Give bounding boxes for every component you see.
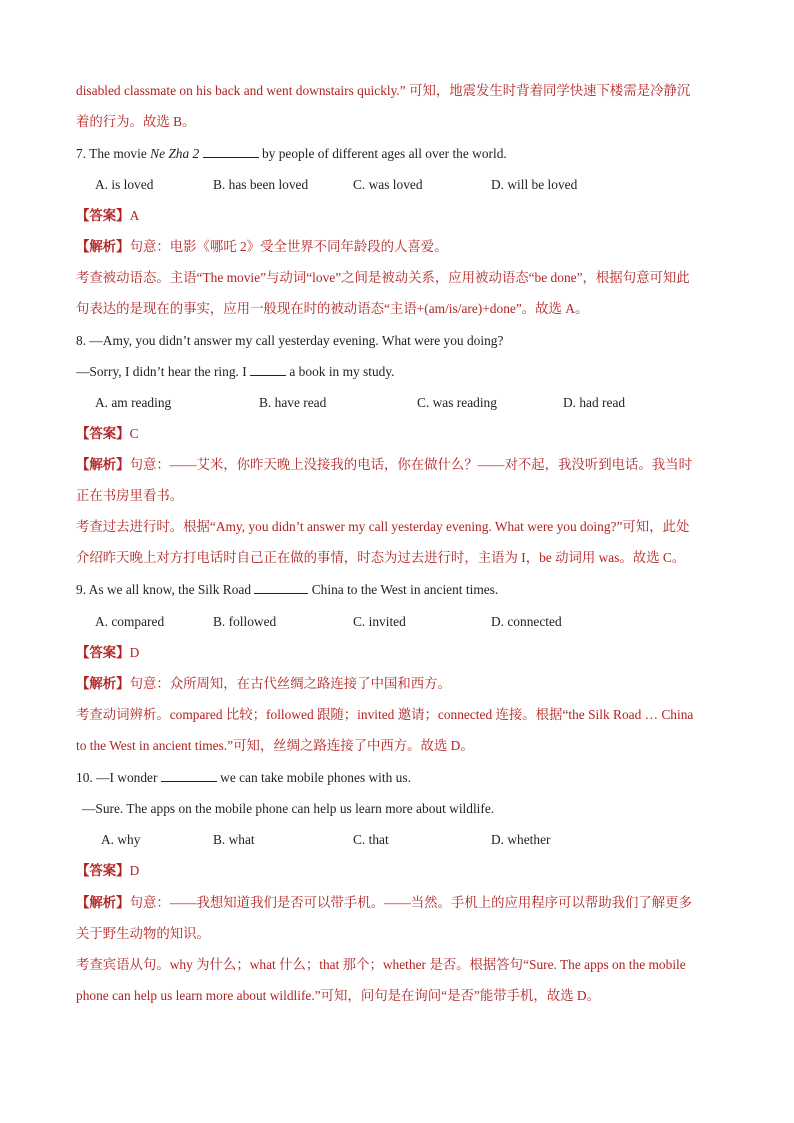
- q8-answer-value: C: [129, 426, 139, 441]
- q10-analysis-4: phone can help us learn more about wildlife.”可知，问句是在询问“是否”能带手机，故选 D。: [76, 988, 600, 1003]
- q7-option-d: D. will be loved: [491, 177, 578, 192]
- q10-answer: 【答案】D: [76, 863, 140, 878]
- q8-option-a: A. am reading: [95, 395, 172, 410]
- q9-blank: [254, 581, 308, 594]
- q8-blank: [250, 363, 286, 376]
- q7-analysis-2: 考查被动语态。主语“The movie”与动词“love”之间是被动关系，应用被动语态“be done”，根据句意可知此: [76, 270, 690, 285]
- q8-analysis-2: 正在书房里看书。: [76, 488, 184, 503]
- q9-analysis-2: 考查动词辨析。compared 比较；followed 跟随；invited 邀请；connected 连接。根据“the Silk Road … China: [76, 707, 694, 722]
- q8-analysis-4: 介绍昨天晚上对方打电话时自己正在做的事情，时态为过去进行时，主语为 I，be 动词用 was。故选 C。: [76, 550, 686, 565]
- prev-analysis-line-2: 着的行为。故选 B。: [76, 114, 196, 129]
- q8-option-d: D. had read: [563, 395, 626, 410]
- q10-stem-1: 10. —I wonder we can take mobile phones with us.: [76, 770, 411, 785]
- q9-analysis-3: to the West in ancient times.”可知，丝绸之路连接了中西方。故选 D。: [76, 738, 474, 753]
- q10-analysis-3: 考查宾语从句。why 为什么；what 什么；that 那个；whether 是否。根据答句“Sure. The apps on the mobile: [76, 957, 686, 972]
- q7-answer-value: A: [129, 208, 140, 223]
- q7-stem: 7. The movie Ne Zha 2 by people of different ages all over the world.: [76, 146, 507, 161]
- q7-movie-title: Ne Zha 2: [150, 146, 200, 161]
- q8-option-b: B. have read: [259, 395, 327, 410]
- q9-option-d: D. connected: [491, 614, 562, 629]
- q8-stem-1: 8. —Amy, you didn’t answer my call yesterday evening. What were you doing?: [76, 333, 504, 348]
- q10-stem-2: —Sure. The apps on the mobile phone can help us learn more about wildlife.: [82, 801, 495, 816]
- q7-option-a: A. is loved: [95, 177, 154, 192]
- q7-answer: 【答案】A: [76, 208, 140, 223]
- q8-analysis-3: 考查过去进行时。根据“Amy, you didn’t answer my call yesterday evening. What were you doing?”可知，此处: [76, 519, 690, 534]
- q9-answer: 【答案】D: [76, 645, 140, 660]
- q10-option-a: A. why: [101, 832, 141, 847]
- q9-option-b: B. followed: [213, 614, 277, 629]
- q8-option-c: C. was reading: [417, 395, 497, 410]
- q10-analysis-2: 关于野生动物的知识。: [76, 926, 210, 941]
- q10-analysis-1: 【解析】句意：——我想知道我们是否可以带手机。——当然。手机上的应用程序可以帮助我们了解更多: [76, 895, 692, 910]
- q10-option-b: B. what: [213, 832, 255, 847]
- q10-option-d: D. whether: [491, 832, 551, 847]
- q10-answer-value: D: [129, 863, 140, 878]
- q7-analysis-1: 【解析】句意：电影《哪吒 2》受全世界不同年龄段的人喜爱。: [76, 239, 448, 254]
- q7-option-c: C. was loved: [353, 177, 423, 192]
- q7-option-b: B. has been loved: [213, 177, 309, 192]
- q8-analysis-1: 【解析】句意：——艾米，你昨天晚上没接我的电话，你在做什么？——对不起，我没听到电话。我当时: [76, 457, 692, 472]
- q8-answer: 【答案】C: [76, 426, 139, 441]
- q9-analysis-1: 【解析】句意：众所周知，在古代丝绸之路连接了中国和西方。: [76, 676, 451, 691]
- q7-blank: [203, 145, 259, 158]
- q10-blank: [161, 769, 217, 782]
- q7-analysis-3: 句表达的是现在的事实，应用一般现在时的被动语态“主语+(am/is/are)+done”。故选 A。: [76, 301, 589, 316]
- q8-stem-2: —Sorry, I didn’t hear the ring. I a book in my study.: [76, 364, 395, 379]
- q9-answer-value: D: [129, 645, 140, 660]
- q9-stem: 9. As we all know, the Silk Road China to the West in ancient times.: [76, 582, 499, 597]
- prev-analysis-line-1: disabled classmate on his back and went downstairs quickly.” 可知，地震发生时背着同学快速下楼需是冷静沉: [76, 83, 691, 98]
- q9-option-c: C. invited: [353, 614, 406, 629]
- q10-option-c: C. that: [353, 832, 389, 847]
- q9-option-a: A. compared: [95, 614, 165, 629]
